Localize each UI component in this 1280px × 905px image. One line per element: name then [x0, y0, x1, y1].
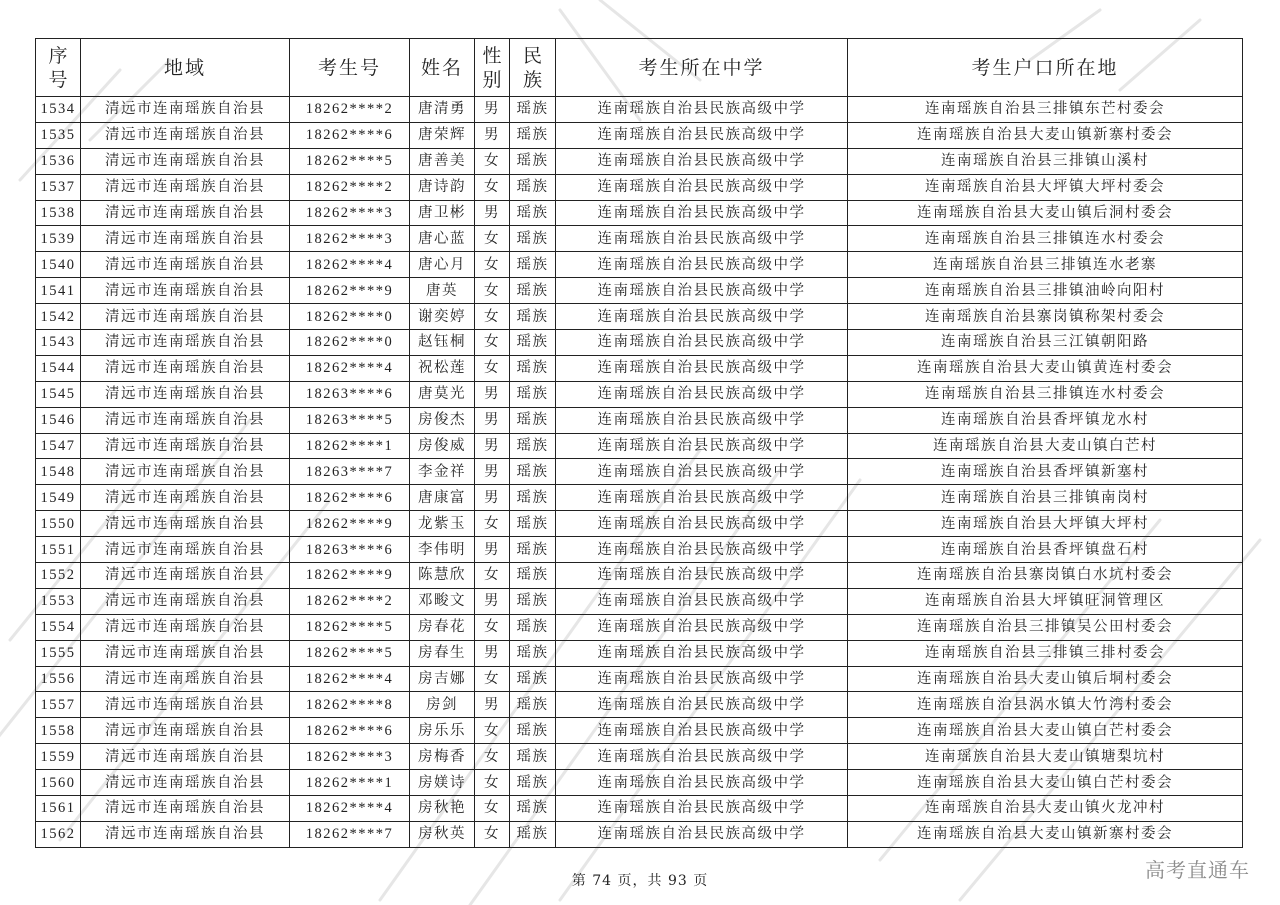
cell-hukou: 连南瑶族自治县三排镇山溪村 [848, 148, 1243, 174]
cell-ethnicity: 瑶族 [510, 718, 556, 744]
cell-gender: 男 [475, 200, 510, 226]
cell-school: 连南瑶族自治县民族高级中学 [556, 821, 848, 847]
cell-hukou: 连南瑶族自治县三排镇吴公田村委会 [848, 614, 1243, 640]
cell-gender: 男 [475, 588, 510, 614]
cell-ethnicity: 瑶族 [510, 796, 556, 822]
cell-seq: 1559 [36, 744, 81, 770]
cell-exam-id: 18262****2 [290, 174, 410, 200]
cell-exam-id: 18262****6 [290, 485, 410, 511]
cell-seq: 1557 [36, 692, 81, 718]
table-row [36, 278, 1243, 304]
cell-school: 连南瑶族自治县民族高级中学 [556, 511, 848, 537]
cell-name: 房春花 [410, 614, 475, 640]
cell-exam-id: 18262****3 [290, 200, 410, 226]
cell-name: 龙紫玉 [410, 511, 475, 537]
table-body [36, 97, 1243, 848]
cell-exam-id: 18262****2 [290, 588, 410, 614]
cell-exam-id: 18263****7 [290, 459, 410, 485]
cell-exam-id: 18262****6 [290, 122, 410, 148]
cell-region: 清远市连南瑶族自治县 [81, 485, 290, 511]
cell-gender: 男 [475, 692, 510, 718]
table-row [36, 511, 1243, 537]
cell-ethnicity: 瑶族 [510, 459, 556, 485]
cell-region: 清远市连南瑶族自治县 [81, 821, 290, 847]
cell-school: 连南瑶族自治县民族高级中学 [556, 355, 848, 381]
cell-region: 清远市连南瑶族自治县 [81, 304, 290, 330]
cell-region: 清远市连南瑶族自治县 [81, 588, 290, 614]
cell-ethnicity: 瑶族 [510, 252, 556, 278]
cell-exam-id: 18262****4 [290, 796, 410, 822]
cell-name: 唐诗韵 [410, 174, 475, 200]
cell-gender: 女 [475, 563, 510, 589]
cell-hukou: 连南瑶族自治县大麦山镇白芒村 [848, 433, 1243, 459]
cell-seq: 1537 [36, 174, 81, 200]
cell-region: 清远市连南瑶族自治县 [81, 511, 290, 537]
cell-ethnicity: 瑶族 [510, 355, 556, 381]
table-row [36, 614, 1243, 640]
cell-name: 唐心蓝 [410, 226, 475, 252]
cell-seq: 1534 [36, 97, 81, 123]
cell-seq: 1539 [36, 226, 81, 252]
cell-region: 清远市连南瑶族自治县 [81, 718, 290, 744]
cell-ethnicity: 瑶族 [510, 744, 556, 770]
cell-gender: 男 [475, 537, 510, 563]
cell-region: 清远市连南瑶族自治县 [81, 563, 290, 589]
cell-ethnicity: 瑶族 [510, 614, 556, 640]
cell-school: 连南瑶族自治县民族高级中学 [556, 718, 848, 744]
cell-seq: 1562 [36, 821, 81, 847]
cell-seq: 1542 [36, 304, 81, 330]
cell-name: 房俊威 [410, 433, 475, 459]
cell-school: 连南瑶族自治县民族高级中学 [556, 796, 848, 822]
cell-name: 唐善美 [410, 148, 475, 174]
cell-school: 连南瑶族自治县民族高级中学 [556, 122, 848, 148]
cell-region: 清远市连南瑶族自治县 [81, 122, 290, 148]
cell-hukou: 连南瑶族自治县寨岗镇白水坑村委会 [848, 563, 1243, 589]
cell-seq: 1551 [36, 537, 81, 563]
cell-name: 唐卫彬 [410, 200, 475, 226]
cell-ethnicity: 瑶族 [510, 588, 556, 614]
candidate-roster-table [35, 38, 1243, 848]
cell-hukou: 连南瑶族自治县大麦山镇火龙冲村 [848, 796, 1243, 822]
cell-hukou: 连南瑶族自治县寨岗镇称架村委会 [848, 304, 1243, 330]
table-row [36, 252, 1243, 278]
table-row [36, 718, 1243, 744]
cell-hukou: 连南瑶族自治县大坪镇大坪村 [848, 511, 1243, 537]
cell-ethnicity: 瑶族 [510, 485, 556, 511]
cell-school: 连南瑶族自治县民族高级中学 [556, 537, 848, 563]
cell-school: 连南瑶族自治县民族高级中学 [556, 304, 848, 330]
cell-exam-id: 18263****6 [290, 537, 410, 563]
table-row [36, 407, 1243, 433]
cell-name: 房春生 [410, 640, 475, 666]
cell-gender: 男 [475, 381, 510, 407]
cell-hukou: 连南瑶族自治县三排镇三排村委会 [848, 640, 1243, 666]
cell-hukou: 连南瑶族自治县涡水镇大竹湾村委会 [848, 692, 1243, 718]
cell-name: 唐英 [410, 278, 475, 304]
cell-exam-id: 18262****5 [290, 640, 410, 666]
cell-region: 清远市连南瑶族自治县 [81, 97, 290, 123]
cell-region: 清远市连南瑶族自治县 [81, 666, 290, 692]
cell-region: 清远市连南瑶族自治县 [81, 796, 290, 822]
cell-school: 连南瑶族自治县民族高级中学 [556, 148, 848, 174]
cell-ethnicity: 瑶族 [510, 640, 556, 666]
cell-hukou: 连南瑶族自治县香坪镇盘石村 [848, 537, 1243, 563]
cell-hukou: 连南瑶族自治县大麦山镇后洞村委会 [848, 200, 1243, 226]
cell-school: 连南瑶族自治县民族高级中学 [556, 381, 848, 407]
cell-exam-id: 18263****5 [290, 407, 410, 433]
cell-hukou: 连南瑶族自治县三排镇南岗村 [848, 485, 1243, 511]
table-row [36, 770, 1243, 796]
cell-school: 连南瑶族自治县民族高级中学 [556, 174, 848, 200]
cell-region: 清远市连南瑶族自治县 [81, 692, 290, 718]
cell-name: 唐莫光 [410, 381, 475, 407]
cell-seq: 1558 [36, 718, 81, 744]
cell-gender: 女 [475, 666, 510, 692]
header-school: 考生所在中学 [556, 39, 848, 97]
cell-school: 连南瑶族自治县民族高级中学 [556, 433, 848, 459]
header-gender: 性 别 [475, 39, 510, 97]
table-row [36, 588, 1243, 614]
cell-hukou: 连南瑶族自治县三江镇朝阳路 [848, 330, 1243, 356]
header-ethnicity: 民 族 [510, 39, 556, 97]
cell-school: 连南瑶族自治县民族高级中学 [556, 200, 848, 226]
cell-region: 清远市连南瑶族自治县 [81, 459, 290, 485]
cell-seq: 1554 [36, 614, 81, 640]
cell-ethnicity: 瑶族 [510, 330, 556, 356]
cell-region: 清远市连南瑶族自治县 [81, 433, 290, 459]
cell-exam-id: 18262****8 [290, 692, 410, 718]
cell-school: 连南瑶族自治县民族高级中学 [556, 97, 848, 123]
cell-ethnicity: 瑶族 [510, 122, 556, 148]
table-row [36, 174, 1243, 200]
cell-gender: 女 [475, 796, 510, 822]
cell-school: 连南瑶族自治县民族高级中学 [556, 226, 848, 252]
header-name: 姓名 [410, 39, 475, 97]
cell-ethnicity: 瑶族 [510, 770, 556, 796]
cell-seq: 1543 [36, 330, 81, 356]
cell-hukou: 连南瑶族自治县大坪镇大坪村委会 [848, 174, 1243, 200]
table-row [36, 148, 1243, 174]
cell-name: 房媄诗 [410, 770, 475, 796]
table-row [36, 304, 1243, 330]
cell-gender: 男 [475, 459, 510, 485]
cell-region: 清远市连南瑶族自治县 [81, 252, 290, 278]
table-row [36, 355, 1243, 381]
cell-hukou: 连南瑶族自治县大坪镇旺洞管理区 [848, 588, 1243, 614]
cell-name: 祝松莲 [410, 355, 475, 381]
cell-exam-id: 18263****6 [290, 381, 410, 407]
cell-gender: 女 [475, 252, 510, 278]
cell-region: 清远市连南瑶族自治县 [81, 770, 290, 796]
cell-school: 连南瑶族自治县民族高级中学 [556, 485, 848, 511]
cell-name: 赵钰桐 [410, 330, 475, 356]
cell-name: 房乐乐 [410, 718, 475, 744]
cell-exam-id: 18262****9 [290, 278, 410, 304]
cell-exam-id: 18262****5 [290, 148, 410, 174]
cell-gender: 女 [475, 614, 510, 640]
cell-hukou: 连南瑶族自治县大麦山镇黄连村委会 [848, 355, 1243, 381]
cell-school: 连南瑶族自治县民族高级中学 [556, 252, 848, 278]
cell-exam-id: 18262****5 [290, 614, 410, 640]
cell-gender: 女 [475, 174, 510, 200]
table-row [36, 485, 1243, 511]
cell-name: 李伟明 [410, 537, 475, 563]
cell-name: 房秋英 [410, 821, 475, 847]
cell-region: 清远市连南瑶族自治县 [81, 537, 290, 563]
cell-seq: 1536 [36, 148, 81, 174]
cell-school: 连南瑶族自治县民族高级中学 [556, 666, 848, 692]
cell-hukou: 连南瑶族自治县三排镇东芒村委会 [848, 97, 1243, 123]
table-row [36, 821, 1243, 847]
cell-exam-id: 18262****9 [290, 563, 410, 589]
cell-name: 李金祥 [410, 459, 475, 485]
cell-exam-id: 18262****4 [290, 666, 410, 692]
cell-school: 连南瑶族自治县民族高级中学 [556, 278, 848, 304]
cell-gender: 女 [475, 278, 510, 304]
cell-region: 清远市连南瑶族自治县 [81, 640, 290, 666]
cell-name: 房吉娜 [410, 666, 475, 692]
cell-seq: 1553 [36, 588, 81, 614]
cell-exam-id: 18262****1 [290, 770, 410, 796]
cell-region: 清远市连南瑶族自治县 [81, 355, 290, 381]
cell-hukou: 连南瑶族自治县香坪镇新塞村 [848, 459, 1243, 485]
cell-hukou: 连南瑶族自治县大麦山镇后垌村委会 [848, 666, 1243, 692]
cell-ethnicity: 瑶族 [510, 666, 556, 692]
cell-gender: 男 [475, 97, 510, 123]
cell-seq: 1547 [36, 433, 81, 459]
cell-name: 唐心月 [410, 252, 475, 278]
cell-region: 清远市连南瑶族自治县 [81, 407, 290, 433]
cell-ethnicity: 瑶族 [510, 200, 556, 226]
table-row [36, 226, 1243, 252]
cell-name: 房剑 [410, 692, 475, 718]
cell-exam-id: 18262****9 [290, 511, 410, 537]
cell-region: 清远市连南瑶族自治县 [81, 148, 290, 174]
cell-exam-id: 18262****4 [290, 355, 410, 381]
table-row [36, 666, 1243, 692]
cell-ethnicity: 瑶族 [510, 148, 556, 174]
cell-name: 邓畯文 [410, 588, 475, 614]
table-row [36, 200, 1243, 226]
cell-gender: 女 [475, 821, 510, 847]
cell-exam-id: 18262****7 [290, 821, 410, 847]
cell-exam-id: 18262****0 [290, 304, 410, 330]
cell-seq: 1541 [36, 278, 81, 304]
cell-gender: 男 [475, 640, 510, 666]
cell-region: 清远市连南瑶族自治县 [81, 226, 290, 252]
cell-seq: 1555 [36, 640, 81, 666]
cell-ethnicity: 瑶族 [510, 226, 556, 252]
cell-exam-id: 18262****0 [290, 330, 410, 356]
cell-ethnicity: 瑶族 [510, 563, 556, 589]
cell-exam-id: 18262****2 [290, 97, 410, 123]
cell-ethnicity: 瑶族 [510, 174, 556, 200]
cell-hukou: 连南瑶族自治县三排镇油岭向阳村 [848, 278, 1243, 304]
table-row [36, 459, 1243, 485]
cell-school: 连南瑶族自治县民族高级中学 [556, 588, 848, 614]
cell-gender: 男 [475, 407, 510, 433]
cell-region: 清远市连南瑶族自治县 [81, 330, 290, 356]
cell-school: 连南瑶族自治县民族高级中学 [556, 407, 848, 433]
cell-school: 连南瑶族自治县民族高级中学 [556, 614, 848, 640]
table-row [36, 381, 1243, 407]
brand-watermark: 高考直通车 [1145, 858, 1250, 882]
cell-hukou: 连南瑶族自治县大麦山镇新寨村委会 [848, 821, 1243, 847]
cell-name: 房梅香 [410, 744, 475, 770]
cell-seq: 1548 [36, 459, 81, 485]
cell-gender: 女 [475, 718, 510, 744]
cell-name: 唐荣辉 [410, 122, 475, 148]
cell-name: 谢奕婷 [410, 304, 475, 330]
cell-seq: 1540 [36, 252, 81, 278]
cell-name: 唐康富 [410, 485, 475, 511]
table-row [36, 744, 1243, 770]
cell-hukou: 连南瑶族自治县大麦山镇白芒村委会 [848, 718, 1243, 744]
cell-seq: 1549 [36, 485, 81, 511]
page-number: 第 74 页，共 93 页 [571, 873, 709, 889]
cell-name: 陈慧欣 [410, 563, 475, 589]
cell-ethnicity: 瑶族 [510, 537, 556, 563]
cell-gender: 女 [475, 330, 510, 356]
cell-seq: 1538 [36, 200, 81, 226]
table-row [36, 122, 1243, 148]
header-region: 地域 [81, 39, 290, 97]
cell-hukou: 连南瑶族自治县三排镇连水村委会 [848, 381, 1243, 407]
header-exam-id: 考生号 [290, 39, 410, 97]
cell-gender: 女 [475, 511, 510, 537]
header-hukou: 考生户口所在地 [848, 39, 1243, 97]
cell-school: 连南瑶族自治县民族高级中学 [556, 459, 848, 485]
cell-hukou: 连南瑶族自治县三排镇连水老寨 [848, 252, 1243, 278]
table-row [36, 640, 1243, 666]
table-row [36, 433, 1243, 459]
cell-exam-id: 18262****3 [290, 744, 410, 770]
cell-ethnicity: 瑶族 [510, 304, 556, 330]
header-seq: 序 号 [36, 39, 81, 97]
cell-ethnicity: 瑶族 [510, 821, 556, 847]
cell-seq: 1545 [36, 381, 81, 407]
cell-seq: 1552 [36, 563, 81, 589]
cell-gender: 女 [475, 148, 510, 174]
cell-region: 清远市连南瑶族自治县 [81, 381, 290, 407]
table-row [36, 796, 1243, 822]
cell-hukou: 连南瑶族自治县大麦山镇新寨村委会 [848, 122, 1243, 148]
cell-ethnicity: 瑶族 [510, 97, 556, 123]
cell-hukou: 连南瑶族自治县香坪镇龙水村 [848, 407, 1243, 433]
table-row [36, 692, 1243, 718]
cell-seq: 1535 [36, 122, 81, 148]
cell-hukou: 连南瑶族自治县三排镇连水村委会 [848, 226, 1243, 252]
cell-ethnicity: 瑶族 [510, 407, 556, 433]
cell-ethnicity: 瑶族 [510, 433, 556, 459]
cell-region: 清远市连南瑶族自治县 [81, 744, 290, 770]
cell-school: 连南瑶族自治县民族高级中学 [556, 563, 848, 589]
cell-gender: 女 [475, 355, 510, 381]
cell-gender: 女 [475, 744, 510, 770]
cell-seq: 1561 [36, 796, 81, 822]
cell-gender: 男 [475, 122, 510, 148]
cell-gender: 女 [475, 226, 510, 252]
cell-exam-id: 18262****6 [290, 718, 410, 744]
cell-region: 清远市连南瑶族自治县 [81, 174, 290, 200]
table-row [36, 330, 1243, 356]
cell-hukou: 连南瑶族自治县大麦山镇白芒村委会 [848, 770, 1243, 796]
cell-school: 连南瑶族自治县民族高级中学 [556, 744, 848, 770]
cell-name: 房俊杰 [410, 407, 475, 433]
cell-school: 连南瑶族自治县民族高级中学 [556, 330, 848, 356]
table-header-row [36, 39, 1243, 97]
cell-name: 唐清勇 [410, 97, 475, 123]
cell-ethnicity: 瑶族 [510, 511, 556, 537]
cell-exam-id: 18262****3 [290, 226, 410, 252]
cell-region: 清远市连南瑶族自治县 [81, 278, 290, 304]
cell-school: 连南瑶族自治县民族高级中学 [556, 640, 848, 666]
cell-seq: 1560 [36, 770, 81, 796]
cell-ethnicity: 瑶族 [510, 381, 556, 407]
table-row [36, 563, 1243, 589]
cell-seq: 1550 [36, 511, 81, 537]
cell-seq: 1544 [36, 355, 81, 381]
cell-gender: 女 [475, 770, 510, 796]
cell-name: 房秋艳 [410, 796, 475, 822]
cell-gender: 男 [475, 485, 510, 511]
cell-exam-id: 18262****4 [290, 252, 410, 278]
cell-gender: 男 [475, 433, 510, 459]
cell-hukou: 连南瑶族自治县大麦山镇塘梨坑村 [848, 744, 1243, 770]
table-row [36, 97, 1243, 123]
cell-seq: 1556 [36, 666, 81, 692]
cell-seq: 1546 [36, 407, 81, 433]
cell-school: 连南瑶族自治县民族高级中学 [556, 692, 848, 718]
cell-school: 连南瑶族自治县民族高级中学 [556, 770, 848, 796]
cell-region: 清远市连南瑶族自治县 [81, 614, 290, 640]
cell-ethnicity: 瑶族 [510, 692, 556, 718]
cell-exam-id: 18262****1 [290, 433, 410, 459]
cell-region: 清远市连南瑶族自治县 [81, 200, 290, 226]
cell-ethnicity: 瑶族 [510, 278, 556, 304]
table-row [36, 537, 1243, 563]
cell-gender: 女 [475, 304, 510, 330]
